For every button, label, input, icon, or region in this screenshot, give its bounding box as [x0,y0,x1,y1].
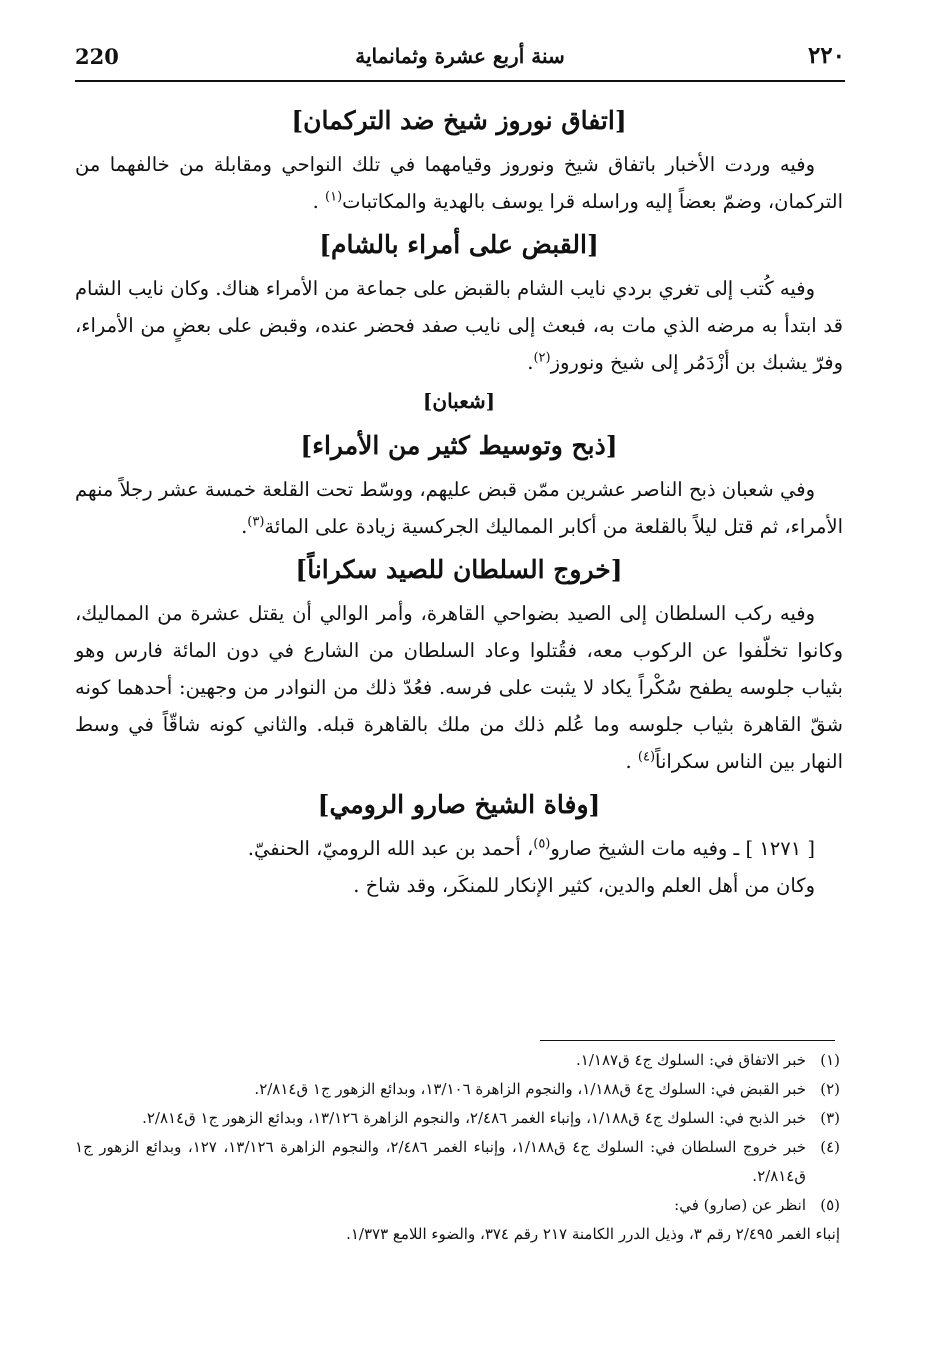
paragraph-ending: . [241,515,248,538]
section-heading: [خروج السلطان للصيد سكراناً] [295,555,623,584]
footnote-continuation: إنباء الغمر ٢/٤٩٥ رقم ٣، وذيل الدرر الكامنة ٢١٧ رقم ٣٧٤، والضوء اللامع ١/٣٧٣. [346,1225,840,1243]
section-heading: [شعبان] [422,389,496,413]
section-heading: [ذبح وتوسيط كثير من الأمراء] [300,431,618,460]
footnote [75,1133,840,1191]
footnotes [75,1046,840,1249]
footnote-reference: (٢) [533,350,551,366]
paragraph-text: وفيه ركب السلطان إلى الصيد بضواحي القاهرة، وأمر الوالي أن يقتل عشرة من المماليك، وكانوا تخلّفوا عن الركوب معه، فقُتلوا وعاد السلطان من الشارع في دون المائة فارس وهو بثياب جلوسه يطفح سُكْراً يكاد لا يثبت على فرسه. فعُدّ ذلك من النوادر من وجهين: أحدهما كونه شقّ القاهرة بثياب جلوسه وما عُلم ذلك من ملك بالقاهرة قبله. والثاني كونه شاقّاً في وسط النهار بين الناس سكراناً [75,602,843,773]
paragraph-text: [ ١٢٧١ ] ـ وفيه مات الشيخ صارو [550,837,815,860]
main-text [75,96,843,904]
paragraph [75,146,843,220]
page-number-arabic: ٢٢٠ [807,42,845,69]
footnote-reference: (٤) [637,749,656,765]
paragraph [75,595,843,780]
paragraph-ending: ، أحمد بن عبد الله الروميّ، الحنفيّ. [247,837,534,860]
paragraph-text: وفيه كُتب إلى تغري بردي نايب الشام بالقبض على جماعة من الأمراء هناك. وكان نايب الشام قد ابتدأ به مرضه الذي مات به، فبعث إلى نايب صفد فحضر عنده، وقبض على بعضٍ من الأمراء، وفرّ يشبك بن أزْدَمُر إلى شيخ ونوروز [74,277,843,374]
paragraph-ending: . [353,874,366,897]
footnote-reference: (١) [325,189,343,205]
paragraph [75,830,843,867]
footnote-reference: (٥) [533,836,551,852]
footnote-text: خبر القبض في: السلوك ج٤ ق١/١٨٨، والنجوم الزاهرة ١٣/١٠٦، وبدائع الزهور ج١ ق٢/٨١٤. [254,1080,806,1098]
paragraph-ending: . [625,750,638,773]
footnote-number: (٢) [820,1080,840,1098]
footnote [75,1075,840,1104]
section-heading: [وفاة الشيخ صارو الرومي] [317,790,601,819]
paragraph-text: وكان من أهل العلم والدين، كثير الإنكار للمنكَر، وقد شاخ [365,874,815,897]
paragraph-text: وفي شعبان ذبح الناصر عشرين ممّن قبض عليهم، ووسّط تحت القلعة خمسة عشر رجلاً منهم الأمراء، ثم قتل ليلاً بالقلعة من أكابر المماليك الجركسية زيادة على المائة [75,478,843,538]
paragraph-text: وفيه وردت الأخبار باتفاق شيخ ونوروز وقيامهما في تلك النواحي ومقابلة من خالفهما من التركمان، وضمّ بعضاً إليه وراسله قرا يوسف بالهدية والمكاتبات [75,153,843,213]
footnote-number: (١) [820,1051,840,1069]
section-heading: [اتفاق نوروز شيخ ضد التركمان] [291,106,627,135]
footnote-text: انظر عن (صارو) في: [674,1196,806,1214]
paragraph [75,867,843,904]
footnote-text: خبر الاتفاق في: السلوك ج٤ ق١/١٨٧. [576,1051,806,1069]
paragraph-ending: . [527,351,534,374]
footnote-number: (٥) [820,1196,840,1214]
header-rule [75,80,845,82]
footnote-reference: (٣) [247,514,265,530]
section-heading: [القبض على أمراء بالشام] [319,230,599,259]
footnote-text: خبر الذبح في: السلوك ج٤ ق١/١٨٨، وإنباء الغمر ٢/٤٨٦، والنجوم الزاهرة ١٣/١٢٦، وبدائع الزهور ج١ ق٢/٨١٤. [142,1109,806,1127]
paragraph [75,471,843,545]
footnote [75,1191,840,1220]
running-title: سنة أربع عشرة وثمانماية [355,44,565,68]
footnote-number: (٣) [820,1109,840,1127]
paragraph [75,270,843,381]
footnote-text: خبر خروج السلطان في: السلوك ج٤ ق١/١٨٨، وإنباء الغمر ٢/٤٨٦، والنجوم الزاهرة ١٣/١٢٦، ١٢٧، وبدائع الزهور ج١ ق٢/٨١٤. [75,1138,806,1185]
paragraph-ending: . [312,190,325,213]
footnote-number: (٤) [820,1138,840,1156]
footnote [75,1046,840,1075]
page-header [75,40,845,82]
page-number-latin: 220 [75,44,119,69]
footnote [75,1104,840,1133]
footnote-separator [540,1040,835,1041]
